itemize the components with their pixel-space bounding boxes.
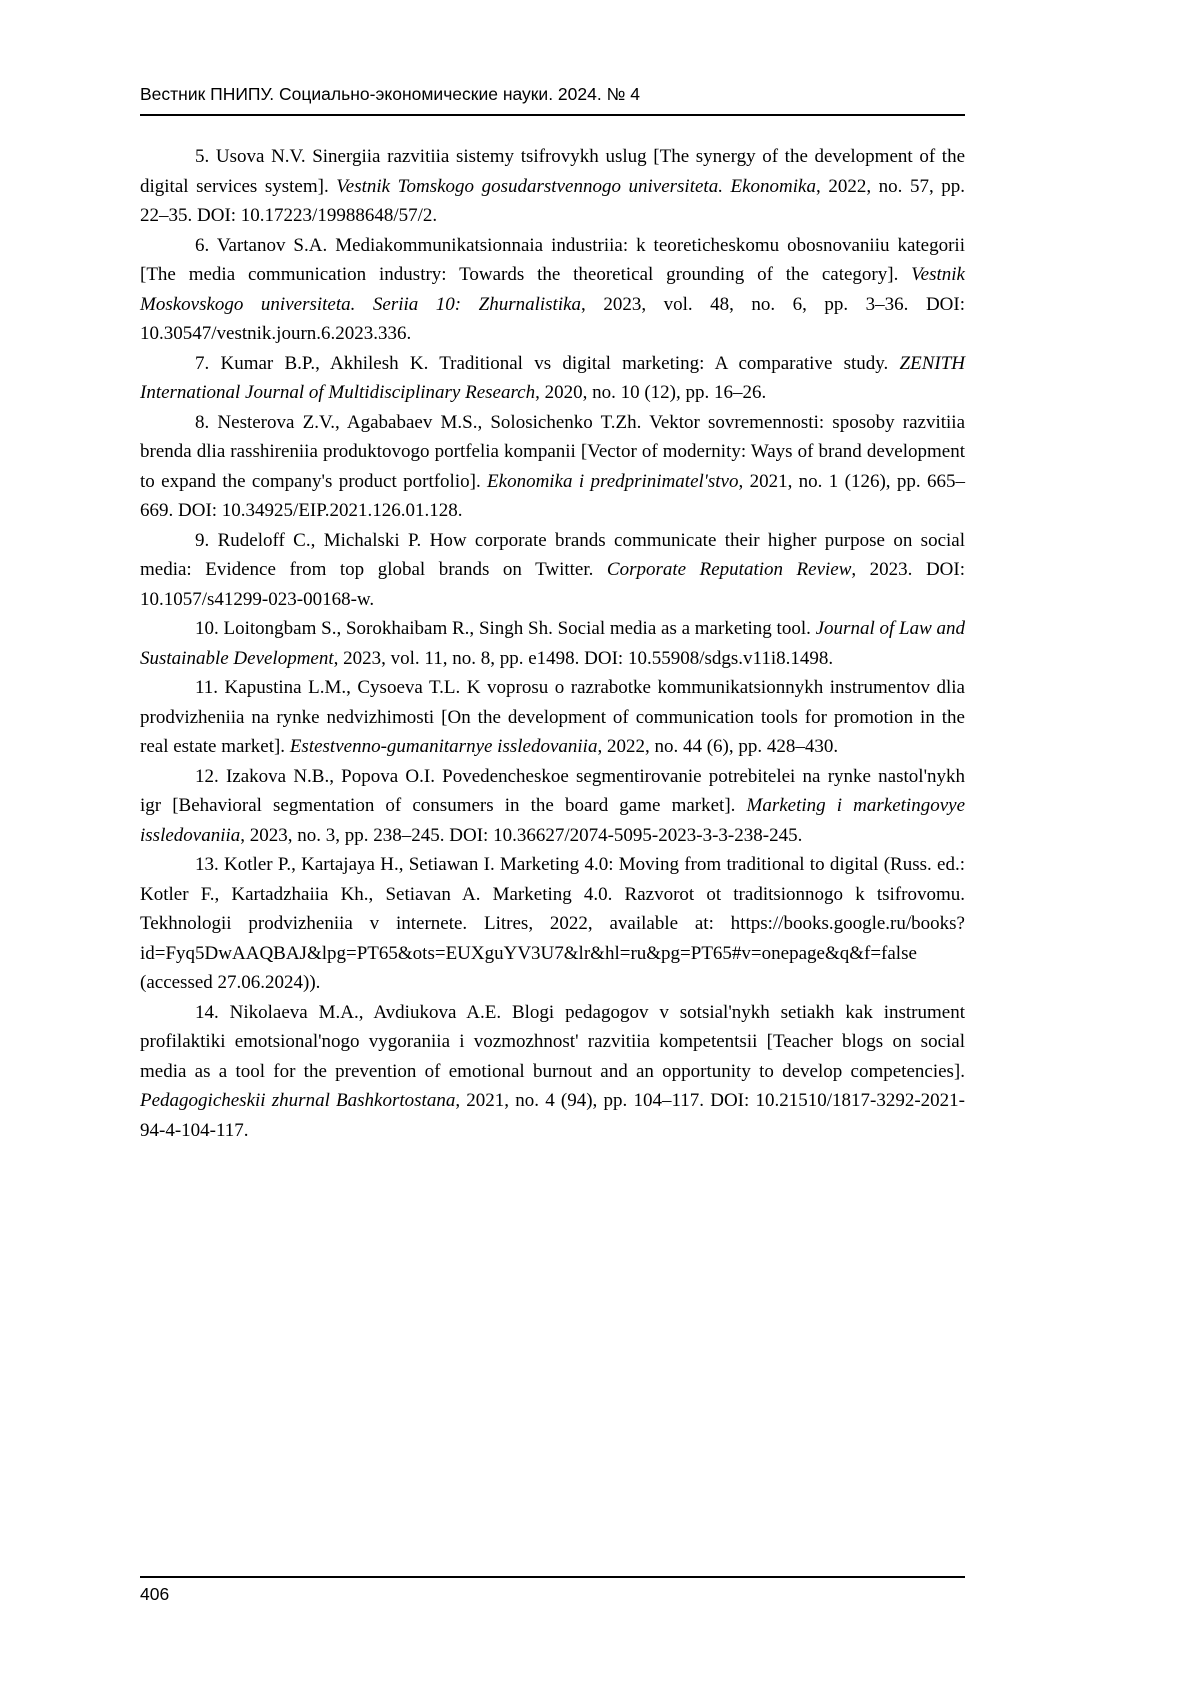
- reference-item: [140, 349, 965, 408]
- journal-name-italic: Estestvenno-gumanitarnye issledovaniia: [289, 736, 598, 757]
- reference-text: , 2022, no. 57, pp. 22–35. DOI: 10.17223/19988648/57/2.: [140, 175, 965, 226]
- journal-name-italic: Marketing i marketingovye issledovaniia: [140, 795, 965, 846]
- reference-text: 14. Nikolaeva M.A., Avdiukova A.E. Blogi pedagogov v sotsial'nykh setiakh kak instrument profilaktiki emotsional'nogo vygoraniia i vozmozhnost' razvitiia kompetentsii [Teacher blogs on social media as a tool for the prevention of emotional burnout and an opportunity to develop competencies].: [140, 1001, 965, 1082]
- running-header: [140, 84, 965, 116]
- reference-text: , 2023, no. 3, pp. 238–245. DOI: 10.36627/2074-5095-2023-3-3-238-245.: [240, 824, 803, 846]
- reference-text: , 2021, no. 4 (94), pp. 104–117. DOI: 10.21510/1817-3292-2021-94-4-104-117.: [140, 1090, 965, 1141]
- reference-text: 9. Rudeloff C., Michalski P. How corporate brands communicate their higher purpose on social media: Evidence from top global brands on Twitter.: [140, 529, 965, 580]
- reference-text: 6. Vartanov S.A. Mediakommunikatsionnaia industriia: k teoreticheskomu obosnovaniiu kategorii [The media communication industry: Towards the theoretical grounding of the category].: [140, 234, 965, 285]
- reference-text: , 2020, no. 10 (12), pp. 16–26.: [535, 382, 767, 403]
- journal-name-italic: Pedagogicheskii zhurnal Bashkortostana: [140, 1090, 456, 1111]
- references-list: [140, 142, 965, 1145]
- journal-name-italic: ZENITH International Journal of Multidisciplinary Research: [140, 352, 965, 403]
- reference-item: [140, 998, 965, 1146]
- journal-name-italic: Vestnik Tomskogo gosudarstvennogo universiteta. Ekonomika: [336, 175, 816, 197]
- reference-text: 7. Kumar B.P., Akhilesh K. Traditional vs digital marketing: A comparative study.: [195, 352, 900, 374]
- reference-text: , 2021, no. 1 (126), pp. 665–669. DOI: 10.34925/EIP.2021.126.01.128.: [140, 470, 965, 521]
- reference-item: [140, 142, 965, 231]
- journal-name-italic: Corporate Reputation Review: [606, 559, 852, 580]
- reference-text: , 2023, vol. 11, no. 8, pp. e1498. DOI: 10.55908/sdgs.v11i8.1498.: [333, 647, 834, 669]
- reference-item: [140, 850, 965, 998]
- reference-text: 13. Kotler P., Kartajaya H., Setiawan I. Marketing 4.0: Moving from traditional to digital (Russ. ed.: Kotler F., Kartadzhaiia Kh., Setiavan A. Marketing 4.0. Razvorot ot traditsionnogo k tsifrovomu. Tekhnologii prodvizheniia v internete. Litres, 2022, available at: https://books.google.ru/books?id=Fyq5DwAAQBAJ&lpg=PT65&ots=EUXguYV3U7&lr&hl=ru&pg=PT65#v=onepage&q&f=false (accessed 27.06.2024)).: [140, 854, 965, 993]
- journal-title-line: Вестник ПНИПУ. Социально-экономические науки. 2024. № 4: [140, 84, 640, 104]
- reference-text: , 2023. DOI: 10.1057/s41299-023-00168-w.: [140, 559, 965, 610]
- reference-text: , 2022, no. 44 (6), pp. 428–430.: [597, 736, 839, 757]
- reference-item: [140, 526, 965, 615]
- reference-item: [140, 762, 965, 851]
- running-footer: [140, 1576, 965, 1605]
- reference-text: 12. Izakova N.B., Popova O.I. Povedencheskoe segmentirovanie potrebitelei na rynke nastol'nykh igr [Behavioral segmentation of consumers in the board game market].: [140, 765, 965, 816]
- page-number: 406: [140, 1584, 170, 1604]
- reference-text: 10. Loitongbam S., Sorokhaibam R., Singh Sh. Social media as a marketing tool.: [195, 618, 816, 639]
- reference-text: 8. Nesterova Z.V., Agababaev M.S., Solosichenko T.Zh. Vektor sovremennosti: sposoby razvitiia brenda dlia rasshireniia produktovogo portfelia kompanii [Vector of modernity: Ways of brand development to expand the company's product portfolio].: [140, 411, 965, 492]
- journal-name-italic: Ekonomika i predprinimatel'stvo: [487, 470, 739, 492]
- reference-item: [140, 408, 965, 526]
- reference-item: [140, 231, 965, 349]
- reference-item: [140, 673, 965, 762]
- reference-text: , 2023, vol. 48, no. 6, pp. 3–36. DOI: 10.30547/vestnik.journ.6.2023.336.: [140, 293, 965, 344]
- journal-name-italic: Journal of Law and Sustainable Development: [140, 618, 966, 669]
- reference-text: 11. Kapustina L.M., Cysoeva T.L. K voprosu o razrabotke kommunikatsionnykh instrumentov dlia prodvizheniia na rynke nedvizhimosti [On the development of communication tools for promotion in the real estate market].: [140, 677, 965, 757]
- reference-item: [140, 614, 965, 673]
- journal-name-italic: Vestnik Moskovskogo universiteta. Seriia 10: Zhurnalistika: [140, 264, 965, 315]
- reference-text: 5. Usova N.V. Sinergiia razvitiia sistemy tsifrovykh uslug [The synergy of the development of the digital services system].: [140, 146, 965, 197]
